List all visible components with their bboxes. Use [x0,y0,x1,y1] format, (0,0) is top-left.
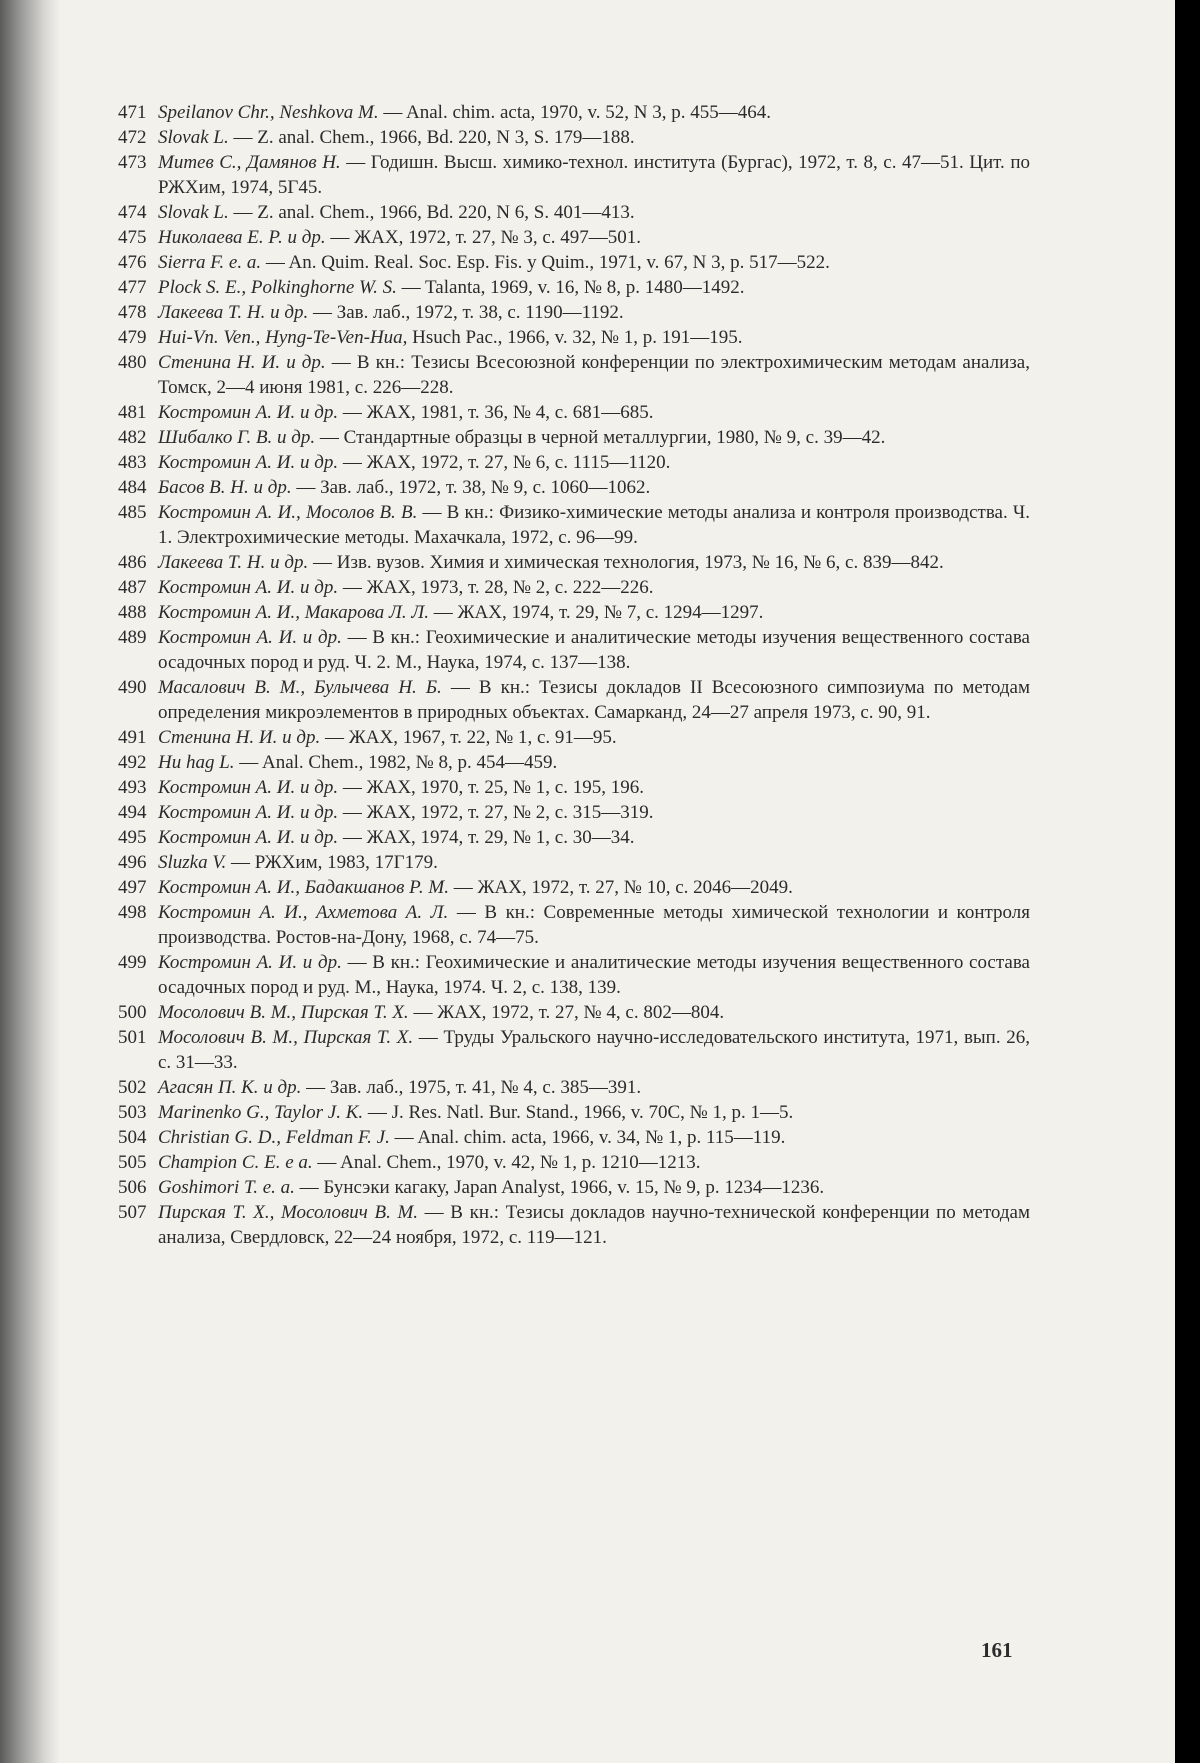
reference-source: — Стандартные образцы в черной металлургии, 1980, № 9, с. 39—42. [315,427,886,448]
reference-number: 476 [118,252,147,273]
reference-number: 489 [118,627,147,648]
reference-authors: Hu hag L. [158,752,235,773]
reference-item [118,1100,1030,1125]
reference-number: 485 [118,502,147,523]
reference-item [118,150,1030,200]
reference-number: 477 [118,277,147,298]
reference-number: 479 [118,327,147,348]
reference-number: 480 [118,352,147,373]
reference-item [118,1125,1030,1150]
reference-number: 501 [118,1027,147,1048]
reference-text [158,800,1030,825]
reference-authors: Пирская Т. Х., Мосолович В. М. [158,1202,419,1223]
reference-number: 499 [118,952,147,973]
reference-text [158,950,1030,1000]
reference-number: 486 [118,552,147,573]
reference-item [118,875,1030,900]
reference-item [118,425,1030,450]
reference-number: 506 [118,1177,147,1198]
reference-text [158,325,1030,350]
reference-source: — Talanta, 1969, v. 16, № 8, p. 1480—1492. [396,277,745,298]
reference-source: — ЖАХ, 1967, т. 22, № 1, с. 91—95. [320,727,617,748]
reference-number: 490 [118,677,147,698]
reference-source: — Годишн. Высш. химико-технол. института (Бургас), 1972, т. 8, с. 47—51. Цит. по РЖХим, 1974, 5Г45. [158,152,1030,198]
reference-item [118,250,1030,275]
reference-authors: Лакеева Т. Н. и др. [158,552,309,573]
reference-item [118,225,1030,250]
reference-text [158,500,1030,550]
reference-text [158,550,1030,575]
reference-item [118,900,1030,950]
reference-item [118,450,1030,475]
reference-text [158,1200,1030,1250]
reference-number: 495 [118,827,147,848]
reference-text [158,275,1030,300]
reference-source: — ЖАХ, 1972, т. 27, № 4, с. 802—804. [408,1002,725,1023]
reference-authors: Sierra F. e. a. [158,252,262,273]
reference-source: — Зав. лаб., 1972, т. 38, № 9, с. 1060—1062. [291,477,651,498]
reference-source: — В кн.: Тезисы докладов II Всесоюзного симпозиума по методам определения микроэлементов в природных объектах. Самарканд, 24—27 апреля 1973, с. 90, 91. [158,677,1030,723]
reference-text [158,450,1030,475]
reference-number: 491 [118,727,147,748]
reference-source: — Anal. Chem., 1982, № 8, p. 454—459. [234,752,558,773]
reference-number: 507 [118,1202,147,1223]
reference-text [158,400,1030,425]
reference-item [118,775,1030,800]
reference-source: — ЖАХ, 1972, т. 27, № 2, с. 315—319. [338,802,654,823]
reference-item [118,725,1030,750]
reference-item [118,800,1030,825]
reference-text [158,750,1030,775]
reference-authors: Масалович В. М., Булычева Н. Б. [158,677,442,698]
reference-item [118,625,1030,675]
reference-authors: Sluzka V. [158,852,227,873]
reference-authors: Костромин А. И. и др. [158,827,339,848]
reference-text [158,575,1030,600]
reference-item [118,1175,1030,1200]
reference-text [158,200,1030,225]
reference-text [158,125,1030,150]
reference-number: 504 [118,1127,147,1148]
reference-source: — ЖАХ, 1974, т. 29, № 7, с. 1294—1297. [429,602,764,623]
page-number: 161 [981,1638,1013,1662]
reference-authors: Костромин А. И., Ахметова А. Л. [158,902,449,923]
reference-authors: Plock S. E., Polkinghorne W. S. [158,277,397,298]
reference-number: 493 [118,777,147,798]
reference-number: 478 [118,302,147,323]
reference-source: — Зав. лаб., 1972, т. 38, с. 1190—1192. [308,302,624,323]
reference-authors: Speilanov Chr., Neshkova M. [158,102,379,123]
reference-text [158,300,1030,325]
reference-authors: Костромин А. И. и др. [158,777,339,798]
reference-authors: Костромин А. И. и др. [158,577,339,598]
reference-item [118,850,1030,875]
reference-source: — J. Res. Natl. Bur. Stand., 1966, v. 70C, № 1, p. 1—5. [363,1102,794,1123]
reference-item [118,750,1030,775]
reference-text [158,600,1030,625]
reference-authors: Мосолович В. М., Пирская Т. Х. [158,1027,414,1048]
page-spine-shadow [0,0,60,1763]
reference-item [118,300,1030,325]
reference-item [118,275,1030,300]
reference-source: — Зав. лаб., 1975, т. 41, № 4, с. 385—391. [301,1077,642,1098]
reference-source: — ЖАХ, 1970, т. 25, № 1, с. 195, 196. [338,777,644,798]
reference-source: — В кн.: Современные методы химической технологии и контроля производства. Ростов-на-Дону, 1968, с. 74—75. [158,902,1030,948]
reference-text [158,725,1030,750]
reference-item [118,400,1030,425]
reference-item [118,1150,1030,1175]
reference-number: 488 [118,602,147,623]
reference-authors: Мосолович В. М., Пирская Т. Х. [158,1002,409,1023]
reference-item [118,675,1030,725]
reference-text [158,1125,1030,1150]
reference-number: 498 [118,902,147,923]
scan-edge [1175,0,1200,1763]
reference-text [158,825,1030,850]
reference-source: — Anal. chim. acta, 1966, v. 34, № 1, p. 115—119. [389,1127,786,1148]
reference-authors: Slovak L. [158,202,229,223]
reference-authors: Goshimori T. e. a. [158,1177,295,1198]
reference-item [118,325,1030,350]
reference-text [158,425,1030,450]
reference-item [118,1025,1030,1075]
reference-text [158,150,1030,200]
reference-text [158,625,1030,675]
reference-number: 475 [118,227,147,248]
reference-number: 492 [118,752,147,773]
reference-item [118,100,1030,125]
reference-item [118,350,1030,400]
reference-authors: Агасян П. К. и др. [158,1077,302,1098]
reference-item [118,600,1030,625]
reference-item [118,1075,1030,1100]
reference-item [118,575,1030,600]
reference-item [118,200,1030,225]
reference-authors: Шибалко Г. В. и др. [158,427,316,448]
reference-authors: Christian G. D., Feldman F. J. [158,1127,390,1148]
reference-item [118,825,1030,850]
reference-source: — ЖАХ, 1972, т. 27, № 6, с. 1115—1120. [338,452,671,473]
reference-authors: Басов В. Н. и др. [158,477,292,498]
reference-text [158,1100,1030,1125]
reference-number: 497 [118,877,147,898]
reference-authors: Митев С., Дамянов Н. [158,152,341,173]
reference-item [118,950,1030,1000]
reference-text [158,875,1030,900]
reference-source: — ЖАХ, 1973, т. 28, № 2, с. 222—226. [338,577,654,598]
reference-source: — Anal. chim. acta, 1970, v. 52, N 3, p. 455—464. [378,102,772,123]
reference-source: — РЖХим, 1983, 17Г179. [226,852,438,873]
reference-number: 487 [118,577,147,598]
reference-authors: Костромин А. И. и др. [158,802,339,823]
reference-number: 502 [118,1077,147,1098]
reference-source: — В кн.: Геохимические и аналитические методы изучения вещественного состава осадочных пород и руд. М., Наука, 1974. Ч. 2, с. 138, 139. [158,952,1030,998]
reference-item [118,1200,1030,1250]
reference-authors: Костромин А. И. и др. [158,627,342,648]
reference-text [158,675,1030,725]
reference-authors: Лакеева Т. Н. и др. [158,302,309,323]
reference-authors: Костромин А. И., Мосолов В. В. [158,502,418,523]
reference-number: 496 [118,852,147,873]
reference-authors: Champion C. E. e a. [158,1152,313,1173]
reference-number: 500 [118,1002,147,1023]
reference-authors: Костромин А. И. и др. [158,402,339,423]
reference-number: 473 [118,152,147,173]
reference-source: — В кн.: Физико-химические методы анализа и контроля производства. Ч. 1. Электрохимические методы. Махачкала, 1972, с. 96—99. [158,502,1030,548]
reference-text [158,1075,1030,1100]
reference-source: — Труды Уральского научно-исследовательского института, 1971, вып. 26, с. 31—33. [158,1027,1030,1073]
reference-authors: Николаева Е. Р. и др. [158,227,326,248]
reference-source: — Бунсэки кагаку, Japan Analyst, 1966, v. 15, № 9, p. 1234—1236. [294,1177,825,1198]
reference-text [158,1150,1030,1175]
reference-text [158,250,1030,275]
reference-item [118,125,1030,150]
reference-authors: Костромин А. И., Макарова Л. Л. [158,602,430,623]
reference-source: — Z. anal. Chem., 1966, Bd. 220, N 6, S. 401—413. [228,202,635,223]
reference-text [158,850,1030,875]
reference-item [118,550,1030,575]
reference-number: 494 [118,802,147,823]
reference-item [118,500,1030,550]
reference-text [158,1000,1030,1025]
reference-authors: Hui-Vn. Ven., Hyng-Te-Ven-Hua, [158,327,408,348]
reference-text [158,100,1030,125]
reference-number: 482 [118,427,147,448]
reference-authors: Стенина Н. И. и др. [158,352,326,373]
reference-number: 484 [118,477,147,498]
reference-number: 483 [118,452,147,473]
reference-text [158,1175,1030,1200]
reference-item [118,475,1030,500]
reference-text [158,225,1030,250]
reference-text [158,900,1030,950]
reference-source: — В кн.: Геохимические и аналитические методы изучения вещественного состава осадочных пород и руд. Ч. 2. М., Наука, 1974, с. 137—138. [158,627,1030,673]
reference-source: — ЖАХ, 1981, т. 36, № 4, с. 681—685. [338,402,654,423]
reference-text [158,350,1030,400]
reference-authors: Marinenko G., Taylor J. K. [158,1102,364,1123]
reference-authors: Стенина Н. И. и др. [158,727,321,748]
reference-list [118,100,1030,1250]
reference-number: 481 [118,402,147,423]
reference-source: — Изв. вузов. Химия и химическая технология, 1973, № 16, № 6, с. 839—842. [308,552,944,573]
reference-text [158,475,1030,500]
reference-source: — Z. anal. Chem., 1966, Bd. 220, N 3, S. 179—188. [228,127,635,148]
reference-item [118,1000,1030,1025]
reference-number: 472 [118,127,147,148]
reference-number: 503 [118,1102,147,1123]
reference-source: — ЖАХ, 1972, т. 27, № 3, с. 497—501. [325,227,642,248]
reference-source: — An. Quim. Real. Soc. Esp. Fis. y Quim., 1971, v. 67, N 3, p. 517—522. [261,252,830,273]
reference-number: 474 [118,202,147,223]
reference-number: 505 [118,1152,147,1173]
reference-authors: Костромин А. И., Бадакшанов Р. М. [158,877,449,898]
reference-source: — ЖАХ, 1972, т. 27, № 10, с. 2046—2049. [448,877,793,898]
reference-number: 471 [118,102,147,123]
reference-source: — Anal. Chem., 1970, v. 42, № 1, p. 1210—1213. [312,1152,701,1173]
reference-authors: Костромин А. И. и др. [158,452,339,473]
reference-text [158,1025,1030,1075]
reference-source: Hsuch Pac., 1966, v. 32, № 1, p. 191—195. [407,327,743,348]
reference-text [158,775,1030,800]
reference-source: — В кн.: Тезисы докладов научно-технической конференции по методам анализа, Свердловск, 22—24 ноября, 1972, с. 119—121. [158,1202,1030,1248]
reference-authors: Костромин А. И. и др. [158,952,342,973]
reference-source: — В кн.: Тезисы Всесоюзной конференции по электрохимическим методам анализа, Томск, 2—4 июня 1981, с. 226—228. [158,352,1030,398]
reference-authors: Slovak L. [158,127,229,148]
reference-source: — ЖАХ, 1974, т. 29, № 1, с. 30—34. [338,827,635,848]
